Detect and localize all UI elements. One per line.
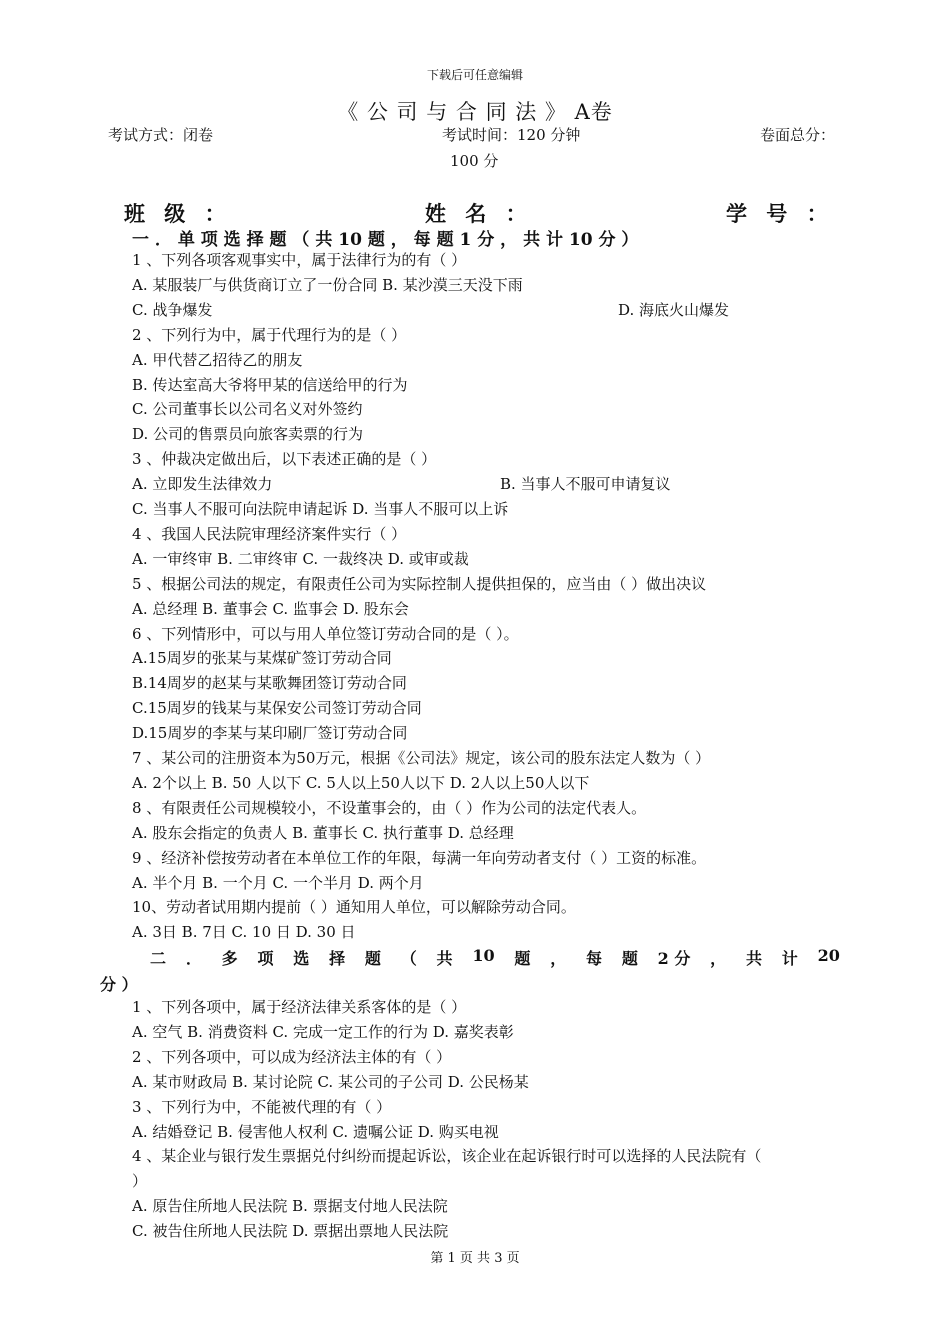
section2-title-part: 二 [150,949,167,968]
section2-title-part: 20 [817,946,840,965]
section1-title: 一 ． 单 项 选 择 题 （ 共 10 题 ， 每 题 1 分 ， 共 计 10 分 ） [132,230,639,250]
section1-line: A.15周岁的张某与某煤矿签订劳动合同 [132,649,392,668]
section2-line: 3 、下列行为中，不能被代理的有（ ） [132,1097,392,1116]
section2-line: 2 、下列各项中，可以成为经济法主体的有（ ） [132,1047,452,1066]
q1-option-d: D. 海底火山爆发 [618,301,730,319]
section2-title-part: ， [550,949,567,968]
section1-line: A. 3日 B. 7日 C. 10 日 D. 30 日 [132,923,356,942]
section1-line: 5 、根据公司法的规定，有限责任公司为实际控制人提供担保的，应当由（ ）做出决议 [132,574,707,593]
section1-line: 10、劳动者试用期内提前（ ）通知用人单位，可以解除劳动合同。 [132,898,576,917]
section2-title-part: ． [185,949,202,968]
section1-line: 6 、下列情形中，可以与用人单位签订劳动合同的是（ ）。 [132,624,519,643]
total-score-label: 卷面总分： [760,126,836,144]
section2-line: A. 结婚登记 B. 侵害他人权利 C. 遗嘱公证 D. 购买电视 [132,1122,499,1141]
section1-line: C.15周岁的钱某与某保安公司签订劳动合同 [132,699,422,718]
section2-title-part: 项 [257,949,274,968]
section2-title-part: 共 [436,949,453,968]
section1-line: A. 一审终审 B. 二审终审 C. 一裁终决 D. 或审或裁 [132,549,469,568]
exam-mode: 考试方式：闭卷 [108,126,214,144]
section1-line: D.15周岁的李某与某印刷厂签订劳动合同 [132,724,408,743]
section1-line: B. 传达室高大爷将甲某的信送给甲的行为 [132,375,408,394]
section2-title [150,946,840,969]
section1-line: A. 半个月 B. 一个月 C. 一个半月 D. 两个月 [132,873,424,892]
exam-title: 《 公 司 与 合 同 法 》 A卷 [337,100,613,124]
exam-time: 考试时间：120 分钟 [442,126,581,144]
section2-title-part: 题 [621,949,638,968]
section1-line: 4 、我国人民法院审理经济案件实行（ ） [132,524,407,543]
section2-title-part: 题 [364,949,381,968]
section1-line: 3 、仲裁决定做出后，以下表述正确的是（ ） [132,450,437,469]
section2-title-tail: 分 ） [100,975,138,994]
q3-option-b: B. 当事人不服可申请复议 [500,475,671,493]
section2-line: A. 空气 B. 消费资料 C. 完成一定工作的行为 D. 嘉奖表彰 [132,1022,514,1041]
section2-line: A. 原告住所地人民法院 B. 票据支付地人民法院 [132,1197,448,1216]
section1-line: D. 公司的售票员向旅客卖票的行为 [132,425,364,444]
section2-title-part: ， [710,949,727,968]
section2-title-part: 择 [329,949,346,968]
section2-title-part: （ [400,949,417,968]
section1-line: 8 、有限责任公司规模较小，不设董事会的，由（ ）作为公司的法定代表人。 [132,798,647,817]
section1-line: A. 立即发生法律效力 [132,475,273,494]
section2-line: 1 、下列各项中，属于经济法律关系客体的是（ ） [132,998,467,1016]
section1-line: A. 某服装厂与供货商订立了一份合同 B. 某沙漠三天没下雨 [132,275,523,294]
student-id-field: 学 号 ： [726,201,834,226]
section2-line: A. 某市财政局 B. 某讨论院 C. 某公司的子公司 D. 公民杨某 [132,1072,529,1091]
section1-line: C. 战争爆发 [132,300,213,319]
section2-title-part: 多 [221,949,238,968]
page-footer: 第 1 页 共 3 页 [430,1251,520,1266]
section1-line: A. 总经理 B. 董事会 C. 监事会 D. 股东会 [132,599,409,618]
section1-line: A. 2个以上 B. 50 人以下 C. 5人以上50人以下 D. 2人以上50人以下 [132,773,590,792]
section1-line: 2 、下列行为中，属于代理行为的是（ ） [132,325,407,344]
name-field: 姓 名 ： [425,201,533,226]
section2-title-part: 选 [293,949,310,968]
section2-title-part: 每 [586,949,603,968]
class-field: 班 级 ： [124,201,232,226]
section1-line: C. 公司董事长以公司名义对外签约 [132,400,363,419]
section2-title-part: 10 [472,946,495,965]
section2-line: 4 、某企业与银行发生票据兑付纠纷而提起诉讼，该企业在起诉银行时可以选择的人民法院有（ [132,1147,762,1166]
section1-line: 9 、经济补偿按劳动者在本单位工作的年限，每满一年向劳动者支付（ ）工资的标准。 [132,848,707,867]
total-score-value: 100 分 [450,152,499,170]
section1-line: A. 甲代替乙招待乙的朋友 [132,350,303,369]
section1-line: 7 、某公司的注册资本为50万元，根据《公司法》规定，该公司的股东法定人数为（ ） [132,749,711,767]
section2-title-part: 2 分 [657,949,691,968]
section1-line: 1 、下列各项客观事实中，属于法律行为的有（ ） [132,251,467,269]
section1-line: A. 股东会指定的负责人 B. 董事长 C. 执行董事 D. 总经理 [132,823,514,842]
header-note: 下载后可任意编辑 [426,68,523,82]
section1-line: C. 当事人不服可向法院申请起诉 D. 当事人不服可以上诉 [132,500,509,518]
section2-title-part: 共 [745,949,762,968]
section2-line: ） [132,1172,148,1191]
section2-title-part: 计 [781,949,798,968]
section1-line: B.14周岁的赵某与某歌舞团签订劳动合同 [132,674,407,693]
section2-title-part: 题 [514,949,531,968]
section2-line: C. 被告住所地人民法院 D. 票据出票地人民法院 [132,1222,449,1241]
